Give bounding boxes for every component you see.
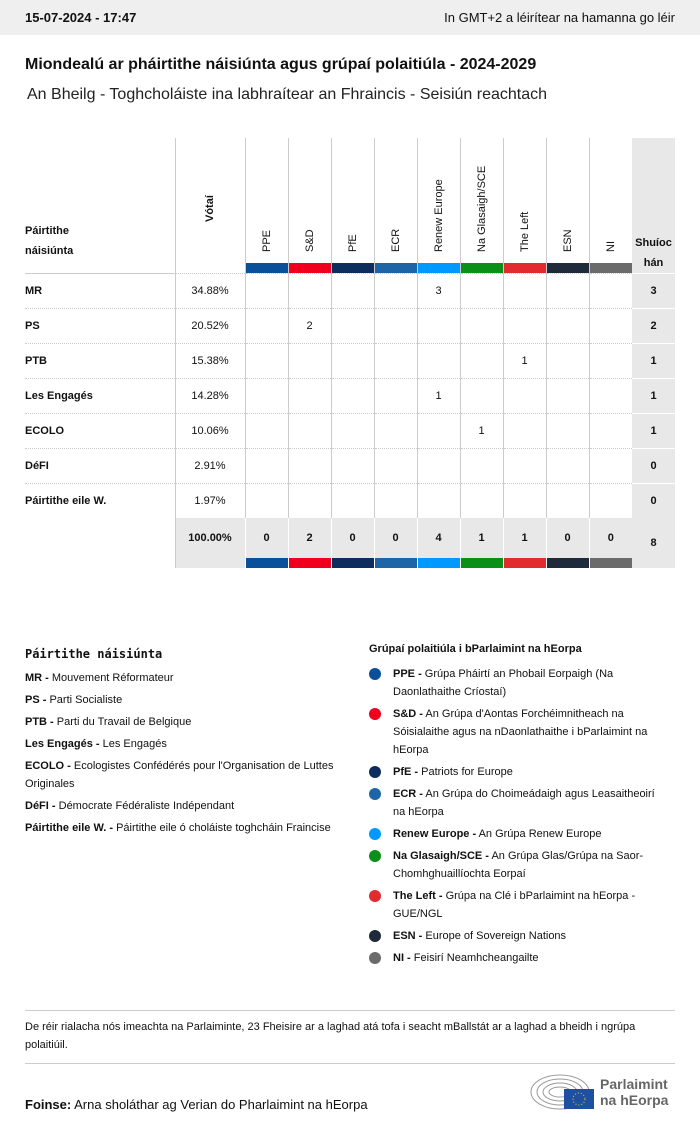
legend-item: ESN - Europe of Sovereign Nations — [369, 927, 669, 945]
group-header: ECR — [374, 138, 417, 273]
legend-item: PfE - Patriots for Europe — [369, 763, 669, 781]
seat-cell — [245, 483, 288, 518]
group-total: 0 — [546, 518, 589, 568]
group-header: Na Glasaigh/SCE — [460, 138, 503, 273]
group-color-bar — [590, 558, 633, 568]
seat-cell: 1 — [417, 378, 460, 413]
seat-cell — [503, 413, 546, 448]
legend-item: Les Engagés - Les Engagés — [25, 738, 167, 750]
seat-cell — [245, 378, 288, 413]
group-total: 0 — [374, 518, 417, 568]
seat-cell — [460, 343, 503, 378]
seat-cell — [589, 343, 632, 378]
group-header: NI — [589, 138, 632, 273]
group-color-bar — [375, 558, 417, 568]
national-parties-legend — [25, 643, 345, 841]
seat-cell — [417, 308, 460, 343]
seat-cell: 2 — [288, 308, 331, 343]
votes-header: Vótaí — [175, 138, 245, 273]
seats-total: 1 — [632, 413, 675, 448]
table-row — [25, 448, 675, 483]
seat-cell — [546, 483, 589, 518]
group-color-bar — [246, 558, 288, 568]
legend-item: The Left - Grúpa na Clé i bParlaimint na hEorpa - GUE/NGL — [369, 887, 669, 923]
group-header: ESN — [546, 138, 589, 273]
group-color-bar — [504, 558, 546, 568]
seat-cell — [503, 483, 546, 518]
seats-total: 1 — [632, 343, 675, 378]
seat-cell — [546, 273, 589, 308]
group-total: 0 — [589, 518, 632, 568]
color-dot-icon — [369, 890, 381, 902]
top-bar — [0, 0, 700, 35]
datetime: 15-07-2024 - 17:47 — [25, 10, 137, 25]
seat-cell — [503, 308, 546, 343]
color-dot-icon — [369, 930, 381, 942]
votes-cell: 10.06% — [175, 413, 245, 448]
group-header: Renew Europe — [417, 138, 460, 273]
legend-item: NI - Feisirí Neamhcheangailte — [369, 949, 669, 967]
votes-cell: 14.28% — [175, 378, 245, 413]
seats-total: 0 — [632, 483, 675, 518]
seat-cell — [288, 448, 331, 483]
party-name: MR — [25, 273, 175, 308]
group-color-bar — [332, 558, 374, 568]
seat-cell — [589, 483, 632, 518]
group-color-bar — [418, 558, 460, 568]
group-color-bar — [461, 558, 503, 568]
seat-cell — [288, 343, 331, 378]
seats-total: 0 — [632, 448, 675, 483]
color-dot-icon — [369, 708, 381, 720]
legend-title: Grúpaí polaitiúla i bParlaimint na hEorpa — [369, 643, 582, 655]
party-name: PS — [25, 308, 175, 343]
page-subtitle: An Bheilg - Toghcholáiste ina labhraítear an Fhraincis - Seisiún reachtach — [27, 86, 547, 103]
legend-item: ECOLO - Ecologistes Confédérés pour l'Organisation de Luttes Originales — [25, 760, 334, 790]
table-row — [25, 378, 675, 413]
legend-item: Na Glasaigh/SCE - An Grúpa Glas/Grúpa na Saor-Chomhghuaillíochta Eorpaí — [369, 847, 669, 883]
table-row — [25, 308, 675, 343]
seat-cell — [245, 413, 288, 448]
group-color-bar — [246, 263, 288, 273]
results-table — [25, 138, 675, 568]
seat-cell — [417, 448, 460, 483]
seats-grand-total: 8 — [632, 518, 675, 568]
seat-cell — [546, 378, 589, 413]
seat-cell — [374, 273, 417, 308]
group-color-bar — [375, 263, 417, 273]
seat-cell — [503, 378, 546, 413]
seat-cell: 3 — [417, 273, 460, 308]
seat-cell — [417, 483, 460, 518]
group-total: 2 — [288, 518, 331, 568]
group-total: 1 — [460, 518, 503, 568]
political-groups-legend — [369, 643, 669, 971]
legend-item: PPE - Grúpa Pháirtí an Phobail Eorpaigh (Na Daonlathaithe Críostaí) — [369, 665, 669, 701]
seat-cell: 1 — [503, 343, 546, 378]
party-name: DéFI — [25, 448, 175, 483]
party-name: Páirtithe eile W. — [25, 483, 175, 518]
seat-cell — [288, 378, 331, 413]
seat-cell — [374, 308, 417, 343]
seat-cell — [331, 308, 374, 343]
seat-cell — [460, 378, 503, 413]
group-header: S&D — [288, 138, 331, 273]
seat-cell — [374, 413, 417, 448]
seat-cell — [503, 273, 546, 308]
group-color-bar — [289, 558, 331, 568]
group-header: PfE — [331, 138, 374, 273]
seat-cell — [288, 413, 331, 448]
seat-cell — [288, 483, 331, 518]
seat-cell — [546, 308, 589, 343]
group-color-bar — [289, 263, 331, 273]
legend-item: PTB - Parti du Travail de Belgique — [25, 716, 192, 728]
seat-cell — [460, 308, 503, 343]
divider — [25, 1010, 675, 1011]
party-name: Les Engagés — [25, 378, 175, 413]
table-row — [25, 413, 675, 448]
seat-cell — [374, 448, 417, 483]
color-dot-icon — [369, 828, 381, 840]
legend-item: Páirtithe eile W. - Páirtithe eile ó choláiste toghcháin Fraincise — [25, 822, 331, 834]
votes-cell: 2.91% — [175, 448, 245, 483]
party-name: ECOLO — [25, 413, 175, 448]
party-header: Páirtithe náisiúnta — [25, 138, 175, 273]
seat-cell — [331, 273, 374, 308]
group-total: 0 — [331, 518, 374, 568]
timezone-note: In GMT+2 a léirítear na hamanna go léir — [444, 10, 675, 25]
seat-cell — [417, 413, 460, 448]
seat-cell — [331, 378, 374, 413]
legend-item: ECR - An Grúpa do Choimeádaigh agus Leasaitheoirí na hEorpa — [369, 785, 669, 821]
group-color-bar — [461, 263, 503, 273]
votes-cell: 15.38% — [175, 343, 245, 378]
seat-cell — [589, 308, 632, 343]
group-header: The Left — [503, 138, 546, 273]
group-color-bar — [590, 263, 633, 273]
seat-cell — [288, 273, 331, 308]
group-total: 0 — [245, 518, 288, 568]
color-dot-icon — [369, 952, 381, 964]
seat-cell — [331, 483, 374, 518]
parliament-hemicycle-icon — [530, 1073, 594, 1111]
seat-cell — [589, 413, 632, 448]
legend-item: S&D - An Grúpa d'Aontas Forchéimnitheach na Sóisialaithe agus na nDaonlathaithe i bParlaimint na hEorpa — [369, 705, 669, 759]
votes-cell: 34.88% — [175, 273, 245, 308]
seat-cell — [331, 413, 374, 448]
seats-total: 3 — [632, 273, 675, 308]
seat-cell — [589, 378, 632, 413]
color-dot-icon — [369, 668, 381, 680]
table-row — [25, 483, 675, 518]
votes-total: 100.00% — [175, 518, 245, 568]
group-color-bar — [418, 263, 460, 273]
votes-cell: 20.52% — [175, 308, 245, 343]
votes-cell: 1.97% — [175, 483, 245, 518]
seat-cell — [245, 448, 288, 483]
seat-cell — [374, 343, 417, 378]
party-name: PTB — [25, 343, 175, 378]
seat-cell — [589, 448, 632, 483]
source: Foinse: Arna sholáthar ag Verian do Pharlaimint na hEorpa — [25, 1097, 368, 1112]
legend-item: DéFI - Démocrate Fédéraliste Indépendant — [25, 800, 235, 812]
seat-cell — [546, 343, 589, 378]
group-total: 4 — [417, 518, 460, 568]
totals-row — [25, 518, 675, 568]
color-dot-icon — [369, 766, 381, 778]
legend-item: MR - Mouvement Réformateur — [25, 672, 174, 684]
seats-header: Shuíochán — [632, 138, 675, 273]
group-total: 1 — [503, 518, 546, 568]
seat-cell — [503, 448, 546, 483]
seat-cell — [331, 448, 374, 483]
divider — [25, 1063, 675, 1064]
seat-cell — [245, 343, 288, 378]
legend-title: Páirtithe náisiúnta — [25, 647, 163, 661]
page-title: Miondealú ar pháirtithe náisiúnta agus grúpaí polaitiúla - 2024-2029 — [25, 56, 537, 73]
color-dot-icon — [369, 788, 381, 800]
seat-cell — [460, 483, 503, 518]
group-color-bar — [332, 263, 374, 273]
legend-item: Renew Europe - An Grúpa Renew Europe — [369, 825, 669, 843]
seat-cell — [374, 483, 417, 518]
group-color-bar — [547, 263, 589, 273]
seat-cell — [460, 273, 503, 308]
color-dot-icon — [369, 850, 381, 862]
seat-cell — [245, 273, 288, 308]
rules-note: De réir rialacha nós imeachta na Parlaiminte, 23 Fheisire ar a laghad atá tofa i seacht mBallstát ar a laghad a bheidh i ngrúpa polaitiúil. — [25, 1021, 636, 1051]
ep-logo: Parlaimint na hEorpa — [530, 1073, 668, 1111]
seat-cell — [460, 448, 503, 483]
group-color-bar — [547, 558, 589, 568]
seat-cell — [245, 308, 288, 343]
seat-cell — [589, 273, 632, 308]
seats-total: 1 — [632, 378, 675, 413]
seat-cell: 1 — [460, 413, 503, 448]
table-row — [25, 273, 675, 308]
seat-cell — [417, 343, 460, 378]
seat-cell — [546, 448, 589, 483]
group-color-bar — [504, 263, 546, 273]
seats-total: 2 — [632, 308, 675, 343]
seat-cell — [331, 343, 374, 378]
table-row — [25, 343, 675, 378]
legend-item: PS - Parti Socialiste — [25, 694, 123, 706]
group-header: PPE — [245, 138, 288, 273]
seat-cell — [546, 413, 589, 448]
seat-cell — [374, 378, 417, 413]
